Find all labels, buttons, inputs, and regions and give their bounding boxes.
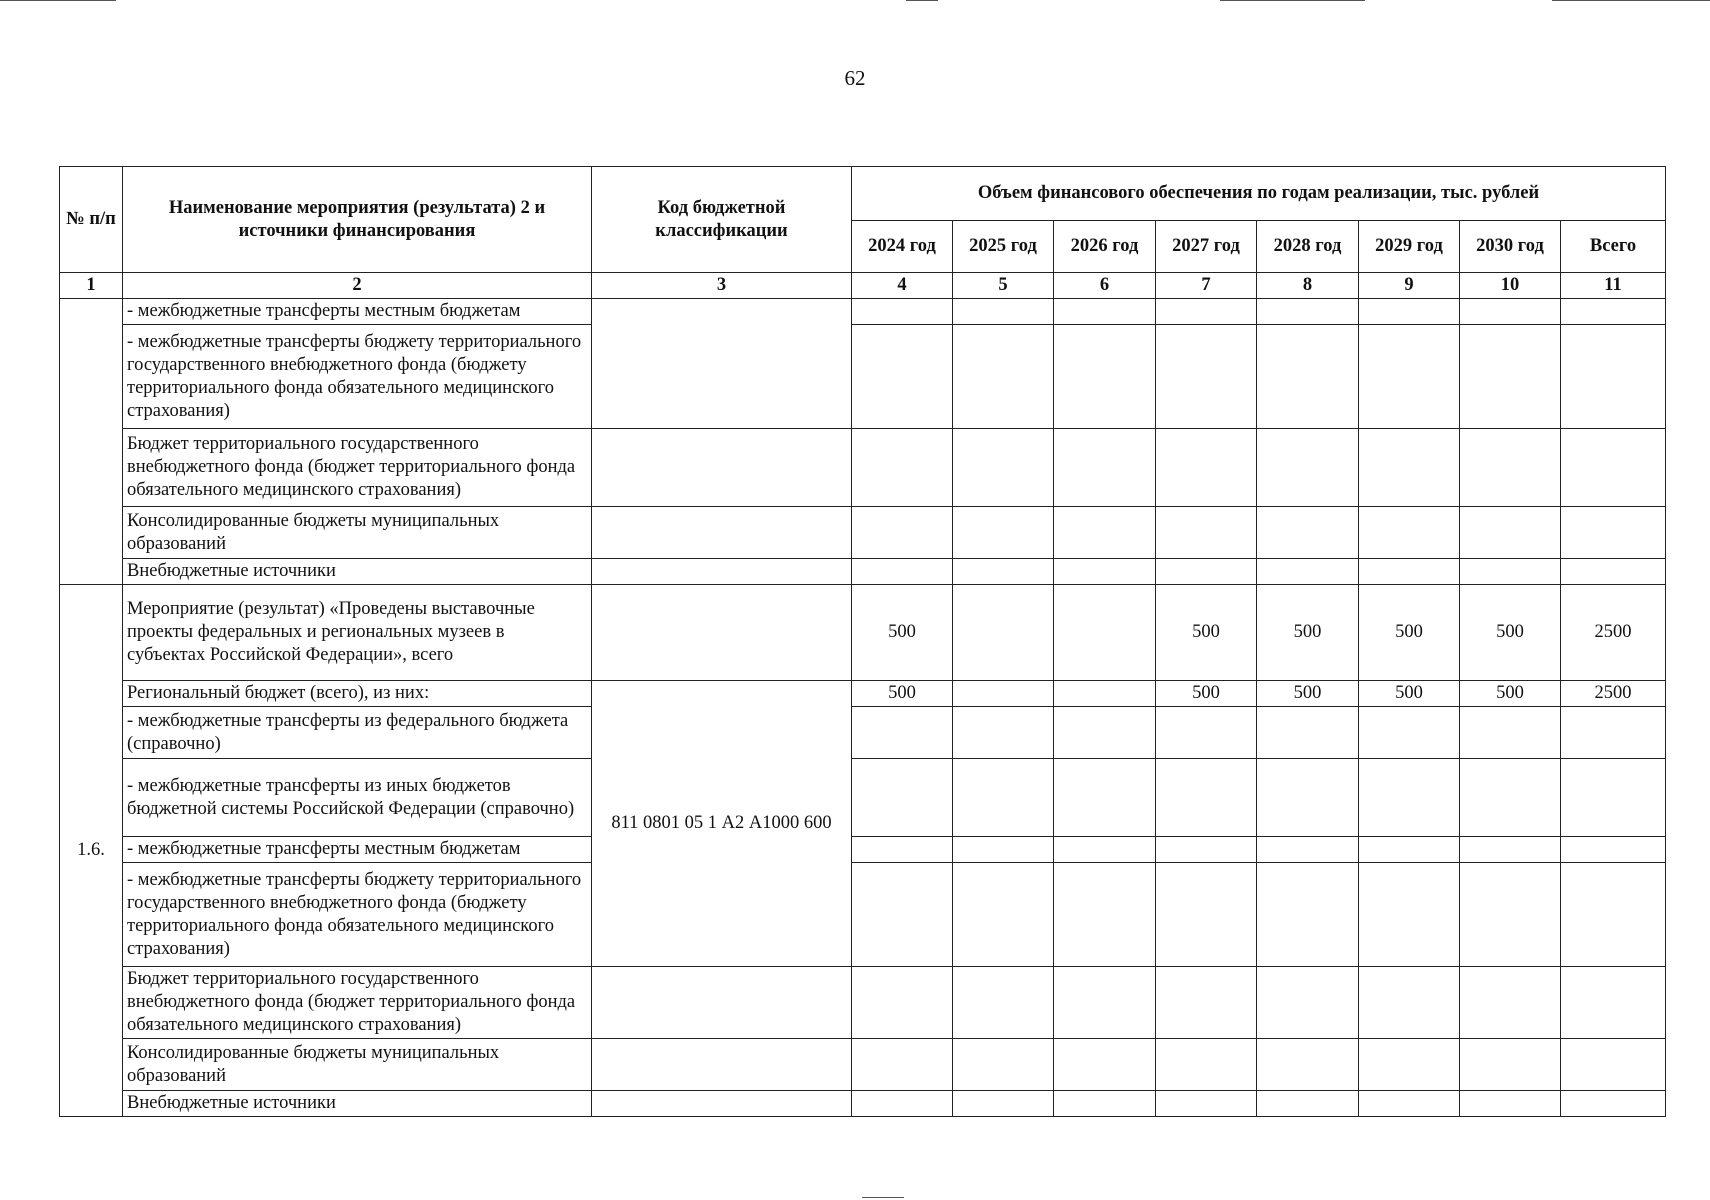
row-name: Мероприятие (результат) «Проведены выставочные проекты федеральных и региональных музеев в субъектах Российской Федерации», всего bbox=[123, 585, 592, 681]
column-number: 5 bbox=[953, 273, 1054, 299]
value-cell: 500 bbox=[1156, 681, 1257, 707]
value-cell: 500 bbox=[852, 681, 953, 707]
scan-edge-line bbox=[906, 0, 938, 1]
value-cell: 500 bbox=[1460, 681, 1561, 707]
row-name: Бюджет территориального государственного внебюджетного фонда (бюджет территориального фонда обязательного медицинского страхования) bbox=[123, 429, 592, 507]
value-cell: 500 bbox=[1257, 681, 1359, 707]
value-cell: 500 bbox=[852, 585, 953, 681]
header-year: 2025 год bbox=[953, 221, 1054, 273]
page-number: 62 bbox=[844, 66, 866, 90]
code-cell bbox=[592, 585, 852, 681]
column-number: 6 bbox=[1054, 273, 1156, 299]
row-number: 1.6. bbox=[60, 585, 123, 1117]
row-name: - межбюджетные трансферты из федерального бюджета (справочно) bbox=[123, 707, 592, 759]
value-cell bbox=[1054, 585, 1156, 681]
scan-edge-line bbox=[1220, 0, 1365, 1]
row-name: Консолидированные бюджеты муниципальных образований bbox=[123, 507, 592, 559]
code-cell bbox=[592, 559, 852, 585]
row-name: - межбюджетные трансферты бюджету территориального государственного внебюджетного фонда (бюджету территориального фонда обязательного медицинского страхования) bbox=[123, 325, 592, 429]
row-name: Региональный бюджет (всего), из них: bbox=[123, 681, 592, 707]
financing-table bbox=[59, 166, 1666, 1117]
row-name: Бюджет территориального государственного внебюджетного фонда (бюджет территориального фонда обязательного медицинского страхования) bbox=[123, 967, 592, 1039]
code-cell bbox=[592, 299, 852, 429]
column-number: 4 bbox=[852, 273, 953, 299]
value-cell: 500 bbox=[1156, 585, 1257, 681]
value-cell: 500 bbox=[1359, 585, 1460, 681]
value-cell: 500 bbox=[1359, 681, 1460, 707]
scan-edge-line bbox=[0, 0, 116, 1]
scan-edge-line bbox=[862, 1197, 904, 1198]
row-name: Консолидированные бюджеты муниципальных образований bbox=[123, 1039, 592, 1091]
code-cell bbox=[592, 1091, 852, 1117]
code-cell bbox=[592, 507, 852, 559]
column-number: 8 bbox=[1257, 273, 1359, 299]
value-cell bbox=[953, 681, 1054, 707]
row-number-cell bbox=[60, 299, 123, 585]
header-year: 2029 год bbox=[1359, 221, 1460, 273]
row-name: - межбюджетные трансферты местным бюджетам bbox=[123, 299, 592, 325]
column-number: 7 bbox=[1156, 273, 1257, 299]
value-cell: 500 bbox=[1257, 585, 1359, 681]
column-number: 11 bbox=[1561, 273, 1666, 299]
row-name: - межбюджетные трансферты местным бюджетам bbox=[123, 837, 592, 863]
code-cell bbox=[592, 1039, 852, 1091]
column-number: 2 bbox=[123, 273, 592, 299]
header-year: 2026 год bbox=[1054, 221, 1156, 273]
total-cell: 2500 bbox=[1561, 585, 1666, 681]
total-cell: 2500 bbox=[1561, 681, 1666, 707]
scan-edge-line bbox=[1552, 0, 1710, 1]
header-code: Код бюджетной классификации bbox=[592, 167, 852, 273]
value-cell: 500 bbox=[1460, 585, 1561, 681]
header-number: № п/п bbox=[60, 167, 123, 273]
header-total: Всего bbox=[1561, 221, 1666, 273]
value-cell bbox=[1054, 681, 1156, 707]
row-name: - межбюджетные трансферты из иных бюджетов бюджетной системы Российской Федерации (справочно) bbox=[123, 759, 592, 837]
code-cell bbox=[592, 429, 852, 507]
column-number: 10 bbox=[1460, 273, 1561, 299]
column-number: 1 bbox=[60, 273, 123, 299]
header-year: 2030 год bbox=[1460, 221, 1561, 273]
budget-code: 811 0801 05 1 А2 А1000 600 bbox=[592, 681, 852, 967]
value-cell bbox=[953, 585, 1054, 681]
column-number: 9 bbox=[1359, 273, 1460, 299]
header-year: 2028 год bbox=[1257, 221, 1359, 273]
row-name: Внебюджетные источники bbox=[123, 559, 592, 585]
header-volume: Объем финансового обеспечения по годам реализации, тыс. рублей bbox=[852, 167, 1666, 221]
column-number: 3 bbox=[592, 273, 852, 299]
code-cell bbox=[592, 967, 852, 1039]
row-name: Внебюджетные источники bbox=[123, 1091, 592, 1117]
header-year: 2024 год bbox=[852, 221, 953, 273]
header-year: 2027 год bbox=[1156, 221, 1257, 273]
row-name: - межбюджетные трансферты бюджету территориального государственного внебюджетного фонда (бюджету территориального фонда обязательного медицинского страхования) bbox=[123, 863, 592, 967]
header-name: Наименование мероприятия (результата) 2 и источники финансирования bbox=[123, 167, 592, 273]
